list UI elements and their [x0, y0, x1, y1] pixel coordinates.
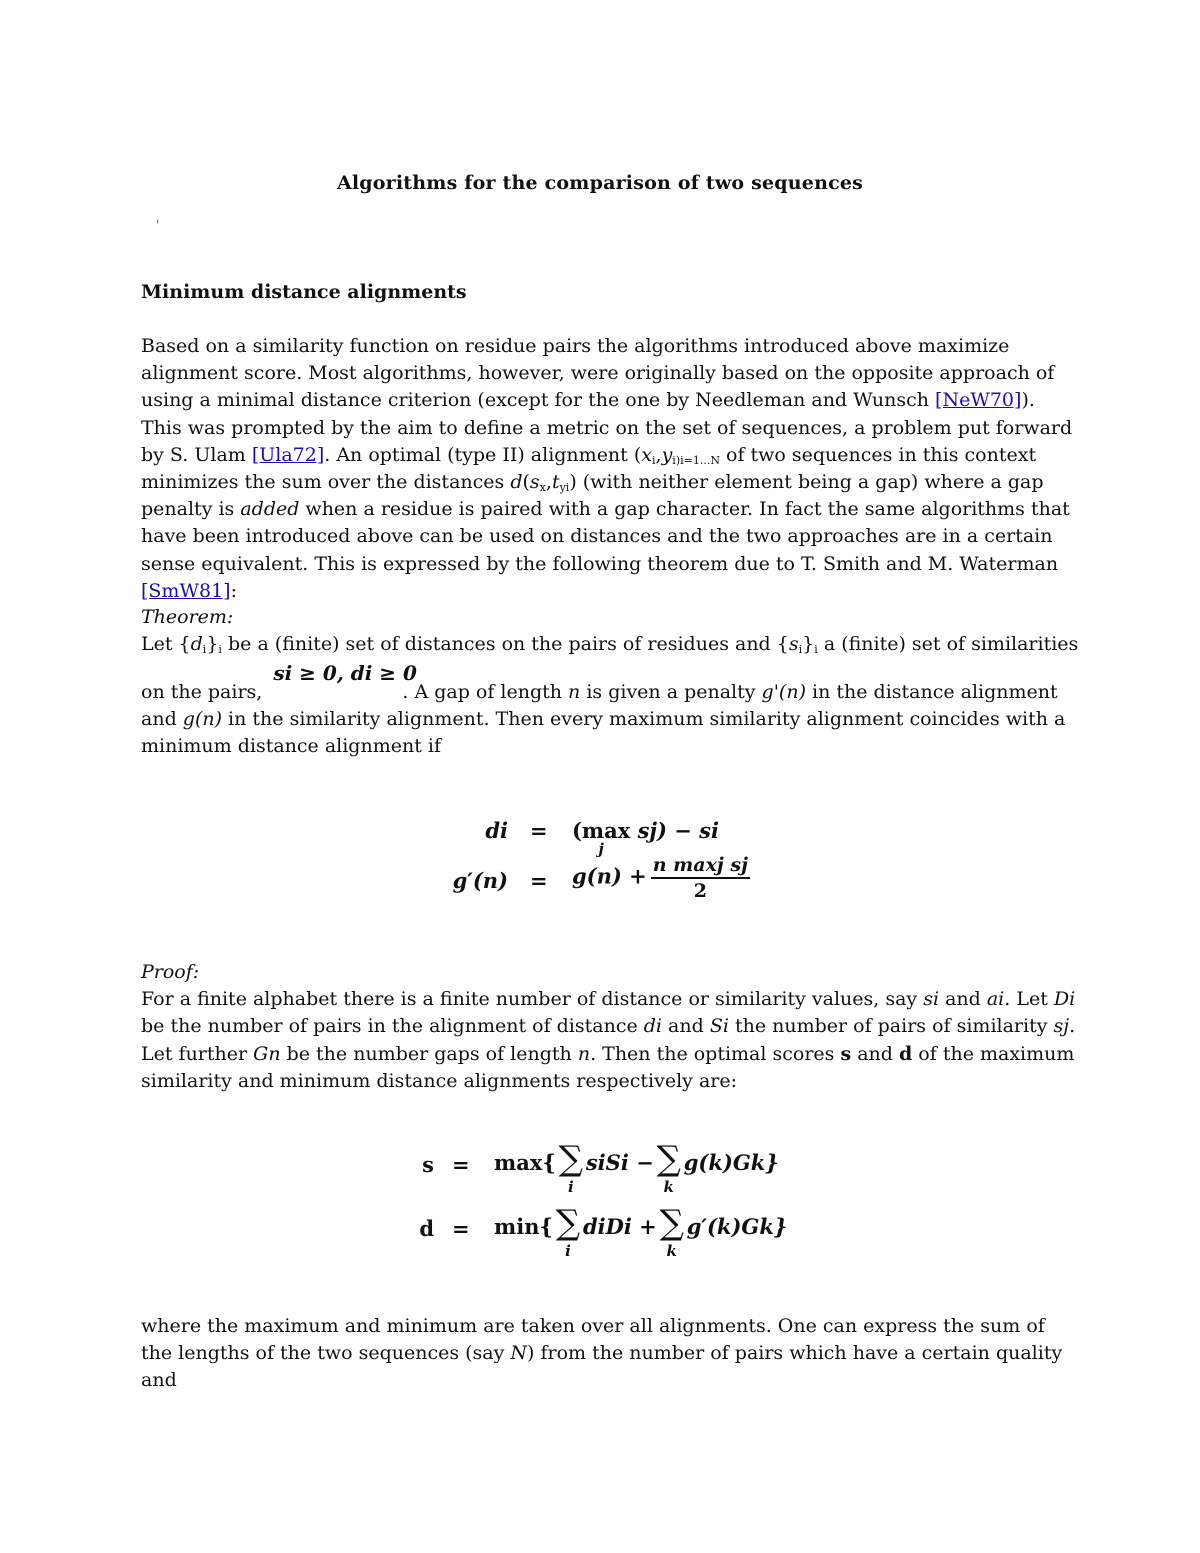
- proof-paragraph: Proof: For a finite alphabet there is a finite number of distance or similarity values, say si and ai. Let Di be the number of pairs in the alignment of distance di and Si the number of pairs of similarity sj. Let further Gn be the number gaps of length n. Then the optimal scores s and d of the maximum similarity and minimum distance alignments respectively are:: [141, 961, 1076, 1092]
- stray-mark: ': [156, 218, 160, 232]
- inline-nonneg-math: si ≥ 0, di ≥ 0: [273, 661, 417, 686]
- intro-paragraph: Based on a similarity function on residue pairs the algorithms introduced above maximize alignment score. Most algorithms, however, were originally based on the opposite approach of using a minimal distance criterion (except for the one by Needleman and Wunsch [NeW70]). This was prompted by the aim to define a metric on the set of sequences, a problem put forward by S. Ulam [Ula72]. An optimal (type II) alignment ($x_i,y_{i)i=1...N}$ of two sequences in this context minimizes the sum over the distances $d(s_x,t_{yi})$ (with neither element being a gap) where a gap penalty is added when a residue is paired with a gap character. In fact the same algorithms that have been introduced above can be used on distances and the two approaches are in a certain sense equivalent. This is expressed by the following theorem due to T. Smith and M. Waterman [SmW81]:: [141, 335, 1073, 602]
- section-heading: Minimum distance alignments: [141, 281, 467, 303]
- theorem-continuation: on the pairs, si ≥ 0, di ≥ 0 . A gap of length n is given a penalty g'(n) in the distance alignment and g(n) in the similarity alignment. Then every maximum similarity alignment coincides with a minimum distance alignment if: [141, 661, 1066, 758]
- proof-label: Proof:: [141, 961, 200, 983]
- citation-ula72[interactable]: [Ula72]: [251, 443, 325, 466]
- equation-optimal-scores: s = max{∑ i siSi −∑ k g(k)Gk} d = min{∑ i diDi +∑ k g′(k)Gk}: [419, 1139, 788, 1260]
- theorem-paragraph: Theorem: Let $\{d_i\}_i$ be a (finite) set of distances on the pairs of residues and $\{s_i\}_i$ a (finite) set of similarities: [141, 606, 1079, 657]
- citation-smw81[interactable]: [SmW81]: [141, 579, 231, 602]
- theorem-label: Theorem:: [141, 606, 234, 628]
- citation-new70[interactable]: [NeW70]: [935, 389, 1022, 412]
- closing-paragraph: where the maximum and minimum are taken over all alignments. One can express the sum of the lengths of the two sequences (say N) from the number of pairs which have a certain quality and: [141, 1315, 1063, 1392]
- equation-distance-similarity: di = (max j sj) − si g′(n) = g(n) + $\frac{\text{n maxj sj}}{2}$: [452, 818, 748, 902]
- page-title: Algorithms for the comparison of two sequences: [336, 172, 864, 194]
